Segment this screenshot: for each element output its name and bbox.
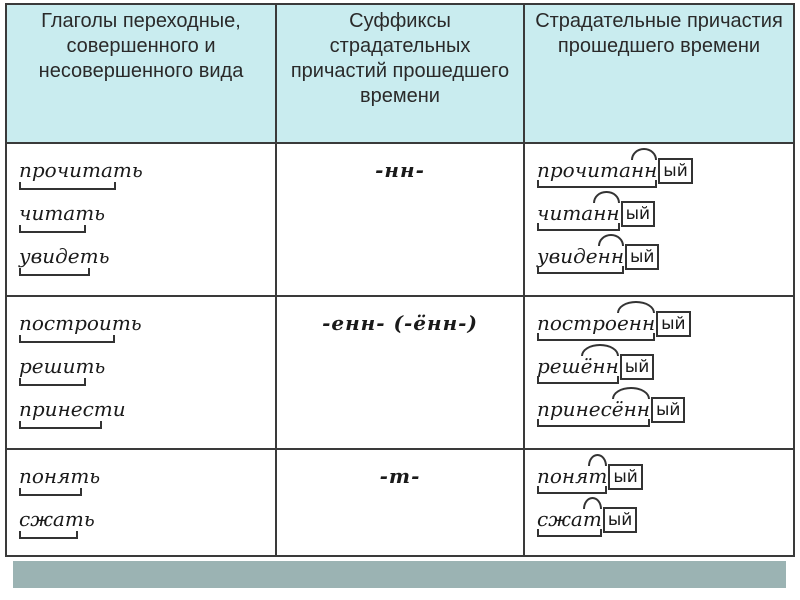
- participle-ending: ый: [658, 158, 692, 184]
- participles-cell: [524, 296, 794, 449]
- participle-suffix: нн: [597, 244, 624, 268]
- verb-item: [7, 352, 275, 395]
- header-participles-text: Страдательные причастия прошедшего времени: [535, 10, 783, 57]
- suffix-text: -т-: [379, 464, 421, 488]
- participle-item: [525, 156, 793, 199]
- verbs-cell: [6, 143, 276, 296]
- verb-item: [7, 395, 275, 438]
- participle-suffix: нн: [630, 158, 658, 182]
- participles-cell: [524, 449, 794, 556]
- participles-cell: [524, 143, 794, 296]
- participle-item: [525, 242, 793, 285]
- verb-text: решить: [19, 352, 105, 382]
- suffix-text: -нн-: [375, 158, 425, 182]
- participle-stem-text: прочита: [537, 158, 631, 182]
- participle-stem: [537, 462, 607, 490]
- participle-suffix: енн: [616, 311, 656, 335]
- verb-text: сжать: [19, 505, 95, 535]
- verb-text: принести: [19, 395, 126, 425]
- verb-text: читать: [19, 199, 105, 229]
- participle-stem: [537, 352, 619, 380]
- header-participles: [524, 4, 794, 143]
- participle-suffix: нн: [593, 201, 620, 225]
- verb-item: [7, 156, 275, 199]
- verb-text: построить: [19, 309, 142, 339]
- verb-item: [7, 309, 275, 352]
- participle-item: [525, 309, 793, 352]
- participle-ending: ый: [620, 354, 654, 380]
- participle-stem: [537, 156, 657, 184]
- verbs-cell: [6, 296, 276, 449]
- participle-stem-text: постро: [537, 311, 617, 335]
- header-suffixes: [276, 4, 524, 143]
- suffix-cell: [276, 449, 524, 556]
- header-verbs-text: Глаголы переходные, совершенного и несовершенного вида: [38, 10, 244, 82]
- participle-stem-text: реш: [537, 354, 581, 378]
- verb-item: [7, 242, 275, 285]
- verb-item: [7, 462, 275, 505]
- participle-ending: ый: [621, 201, 655, 227]
- header-suffixes-text: Суффиксы страдательных причастий прошедшего времени: [290, 10, 510, 107]
- participle-suffix: ённ: [611, 397, 650, 421]
- participle-stem: [537, 395, 650, 423]
- verb-item: [7, 199, 275, 242]
- footer-bar: [13, 561, 786, 588]
- participle-item: [525, 199, 793, 242]
- participle-ending: ый: [608, 464, 642, 490]
- participle-ending: ый: [651, 397, 685, 423]
- participle-item: [525, 395, 793, 438]
- table-row: [6, 296, 794, 449]
- verb-text: прочитать: [19, 156, 143, 186]
- participle-suffix: т: [582, 507, 602, 531]
- participle-ending: ый: [625, 244, 659, 270]
- participle-stem-text: чита: [537, 201, 594, 225]
- participle-stem: [537, 199, 620, 227]
- verb-text: увидеть: [19, 242, 110, 272]
- header-verbs: [6, 4, 276, 143]
- participle-item: [525, 505, 793, 548]
- participle-stem-text: увиде: [537, 244, 598, 268]
- participle-stem: [537, 309, 655, 337]
- participle-item: [525, 352, 793, 395]
- participle-stem: [537, 242, 624, 270]
- participle-stem-text: сжа: [537, 507, 583, 531]
- table-row: [6, 449, 794, 556]
- participle-stem: [537, 505, 602, 533]
- participle-suffix: т: [588, 464, 608, 488]
- verb-item: [7, 505, 275, 548]
- suffix-text: -енн- (-ённ-): [322, 311, 478, 335]
- table-row: [6, 143, 794, 296]
- participle-ending: ый: [656, 311, 690, 337]
- suffix-cell: [276, 296, 524, 449]
- participle-table: [5, 3, 795, 557]
- participle-item: [525, 462, 793, 505]
- participle-ending: ый: [603, 507, 637, 533]
- participle-suffix: ённ: [580, 354, 619, 378]
- participle-stem-text: поня: [537, 464, 589, 488]
- suffix-cell: [276, 143, 524, 296]
- header-row: [6, 4, 794, 143]
- verb-text: понять: [19, 462, 100, 492]
- participle-stem-text: принес: [537, 397, 612, 421]
- verbs-cell: [6, 449, 276, 556]
